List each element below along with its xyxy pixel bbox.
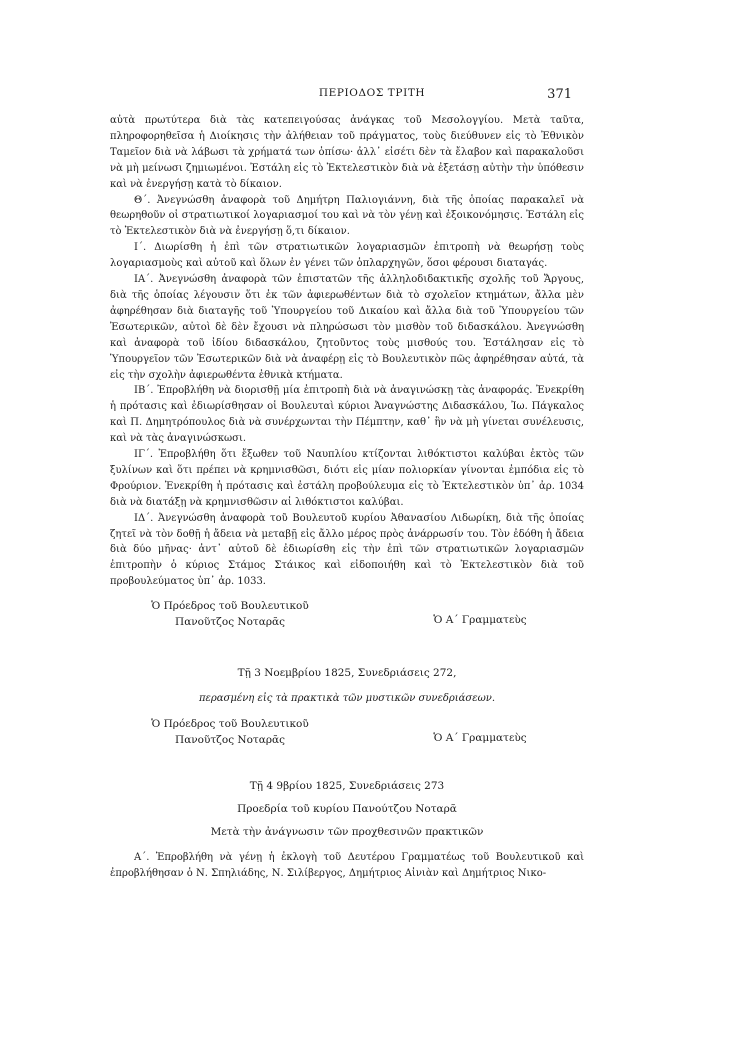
president-name: Πανοῦτζος Νοταρᾶς [175, 616, 285, 628]
paragraph: ΙΒ΄. Ἐπροβλήθη νὰ διορισθῇ μία ἐπιτροπὴ διὰ νὰ ἀναγινώσκῃ τὰς ἀναφοράς. Ἐνεκρίθη ἡ πρότασις καὶ ἐδιωρίσθησαν οἱ Βουλευταὶ κύριοι Ἀναγνώστης Διδασκάλου, Ἰω. Πάγκαλος καὶ Π. Δημητρόπουλος διὰ νὰ συνέρχωνται τὴν Πέμπτην, καθ᾽ ἣν νὰ μὴ γίνεται συνέλευσις, καὶ νὰ τὰς ἀναγινώσκωσι. [110, 385, 584, 445]
paragraph: ΙΔ΄. Ἀνεγνώσθη ἀναφορὰ τοῦ Βουλευτοῦ κυρίου Ἀθανασίου Λιδωρίκη, διὰ τῆς ὁποίας ζητεῖ νὰ τὸν δοθῇ ἡ ἄδεια νὰ μεταβῇ εἰς ἄλλο μέρος πρὸς ἀνάρρωσίν του. Τὸν ἐδόθη ἡ ἄδεια διὰ δύο μῆνας· ἀντ᾽ αὐτοῦ δὲ ἐδιωρίσθη εἰς τὴν ἐπὶ τῶν στρατιωτικῶν λογαριασμῶν ἐπιτροπὴν ὁ κύριος Στάμος Στάικος καὶ εἰδοποιήθη καὶ τὸ Ἐκτελεστικὸν διὰ τοῦ προβουλεύματος ὑπ᾽ ἀρ. 1033. [110, 512, 584, 588]
signature-block-1 [110, 598, 584, 638]
secretary-signature: Ὁ Α΄ Γραμματεὺς [433, 732, 527, 744]
page-header [0, 87, 744, 107]
president-title: Ὁ Πρόεδρος τοῦ Βουλευτικοῦ [151, 718, 309, 730]
president-title: Ὁ Πρόεδρος τοῦ Βουλευτικοῦ [151, 600, 309, 612]
secretary-signature: Ὁ Α΄ Γραμματεὺς [433, 614, 527, 626]
signature-block-2 [110, 716, 584, 756]
session-273-reading: Μετὰ τὴν ἀνάγνωσιν τῶν προχθεσινῶν πρακτικῶν [210, 826, 484, 838]
paragraph: Ι΄. Διωρίσθη ἡ ἐπὶ τῶν στρατιωτικῶν λογαριασμῶν ἐπιτροπὴ νὰ θεωρήσῃ τοὺς λογαριασμοὺς καὶ αὐτοῦ καὶ ὅλων ἐν γένει τῶν ὁπλαρχηγῶν, ὅσοι φέρουσι διαταγάς. [110, 242, 584, 270]
paragraph: ΙΑ΄. Ἀνεγνώσθη ἀναφορὰ τῶν ἐπιστατῶν τῆς ἀλληλοδιδακτικῆς σχολῆς τοῦ Ἄργους, διὰ τῆς ὁποίας λέγουσιν ὅτι ἐκ τῶν ἀφιερωθέντων διὰ τὸ σχολεῖον κτημάτων, ἄλλα μὲν ἀφηρέθησαν διὰ διαταγῆς τοῦ Ὑπουργείου τοῦ Δικαίου καὶ ἄλλα διὰ τοῦ Ὑπουργείου τῶν Ἐσωτερικῶν, αὐτοὶ δὲ δὲν ἔχουσι νὰ πληρώσωσι τὸν μισθὸν τοῦ διδασκάλου. Ἀνεγνώσθη καὶ ἀναφορὰ τοῦ ἰδίου διδασκάλου, ζητοῦντος τοὺς μισθούς του. Ἐστάλησαν εἰς τὸ Ὑπουργεῖον τῶν Ἐσωτερικῶν διὰ νὰ ἀναφέρῃ εἰς τὸ Βουλευτικὸν πῶς ἀφηρέθησαν αὐτά, τὰ εἰς τὴν σχολὴν ἀφιερωθέντα ἐθνικὰ κτήματα. [110, 274, 584, 381]
president-signature [120, 716, 340, 748]
paragraph: Α΄. Ἐπροβλήθη νὰ γένῃ ἡ ἐκλογὴ τοῦ Δευτέρου Γραμματέως τοῦ Βουλευτικοῦ καὶ ἐπροβλήθησαν ὁ Ν. Σπηλιάδης, Ν. Σιλίβεργος, Δημήτριος Αἰνιὰν καὶ Δημήτριος Νικο- [110, 852, 584, 879]
session-272-note: περασμένη εἰς τὰ πρακτικὰ τῶν μυστικῶν συνεδριάσεων. [198, 693, 496, 704]
paragraph: Θ΄. Ἀνεγνώσθη ἀναφορὰ τοῦ Δημήτρη Παλιογιάννη, διὰ τῆς ὁποίας παρακαλεῖ νὰ θεωρηθοῦν οἱ στρατιωτικοί λογαριασμοί του καὶ νὰ τὸν γένῃ καὶ ἐξοικονόμησις. Ἐστάλη εἰς τὸ Ἐκτελεστικὸν διὰ νὰ ἐνεργήσῃ ὅ,τι δίκαιον. [110, 194, 584, 238]
president-name: Πανοῦτζος Νοταρᾶς [175, 734, 285, 746]
paragraph: αὐτὰ πρωτύτερα διὰ τὰς κατεπειγούσας ἀνάγκας τοῦ Μεσολογγίου. Μετὰ ταῦτα, πληροφορηθεῖσα ἡ Διοίκησις τὴν ἀλήθειαν τοῦ πράγματος, τοὺς διεύθυνεν εἰς τὸ Ἐθνικὸν Ταμεῖον διὰ νὰ λάβωσι τὰ χρήματά των ὀπίσω· ἀλλ᾽ εἰσέτι δὲν τὰ ἔλαβον καὶ παρακαλοῦσι νὰ μὴ μείνωσι ζημιωμένοι. Ἐστάλη εἰς τὸ Ἐκτελεστικὸν διὰ νὰ ἐξετάσῃ αὐτὴν τὴν ὑπόθεσιν καὶ νὰ ἐνεργήσῃ κατὰ τὸ δίκαιον. [110, 115, 584, 190]
body-text-bottom [110, 850, 584, 882]
page-number: 371 [547, 87, 572, 102]
session-272-date: Τῇ 3 Νοεμβρίου 1825, Συνεδριάσεις 272, [237, 667, 457, 679]
running-head: ΠΕΡΙΟΔΟΣ ΤΡΙΤΗ [318, 87, 426, 99]
body-text-top [110, 113, 584, 590]
paragraph: ΙΓ΄. Ἐπροβλήθη ὅτι ἔξωθεν τοῦ Ναυπλίου κτίζονται λιθόκτιστοι καλύβαι ἐκτὸς τῶν ξυλίνων καὶ ὅτι πρέπει νὰ κρημνισθῶσι, διότι εἰς μίαν πολιορκίαν γίνονται ἐμπόδια εἰς τὸ Φρούριον. Ἐνεκρίθη ἡ πρότασις καὶ ἐστάλη προβούλευμα εἰς τὸ Ἐκτελεστικὸν ὑπ᾽ ἀρ. 1034 διὰ νὰ διατάξῃ νὰ κρημνισθῶσιν αἱ λιθόκτιστοι καλύβαι. [110, 449, 584, 508]
president-signature [120, 598, 340, 630]
session-273-presidency: Προεδρία τοῦ κυρίου Πανούτζου Νοταρᾶ [237, 803, 457, 815]
session-273-date: Τῇ 4 9βρίου 1825, Συνεδριάσεις 273 [249, 780, 445, 792]
